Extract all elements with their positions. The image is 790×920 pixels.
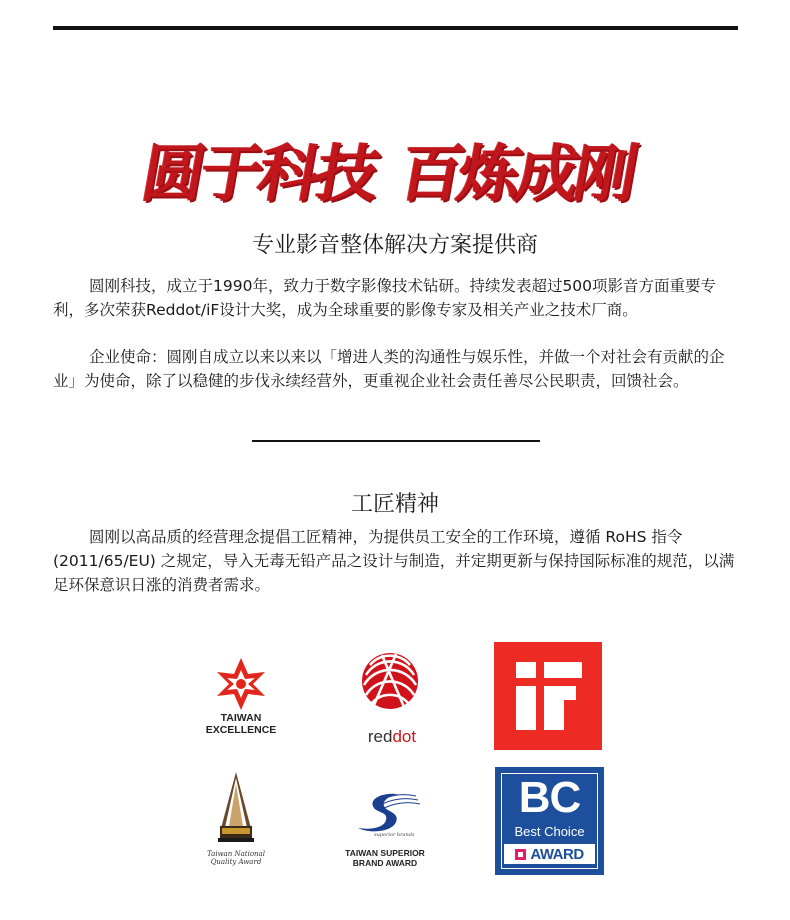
superior-brand-text	[336, 848, 434, 868]
if-design-award	[494, 642, 602, 750]
craftsmanship-title: 工匠精神	[350, 492, 439, 517]
intro-paragraph-1-text: 圆刚科技，成立于1990年，致力于数字影像技术钻研。持续发表超过500项影音方面重要专利，多次荣获Reddot/iF设计大奖，成为全球重要的影像专家及相关产业之技术厂商。	[53, 277, 717, 319]
craftsmanship-paragraph-text: 圆刚以高品质的经营理念提倡工匠精神，为提供员工安全的工作环境，遵循 RoHS 指令 (2011/65/EU) 之规定，导入无毒无铅产品之设计与制造，并定期更新与保持国际标准的规范，以满足环保意识日涨的消费者需求。	[53, 528, 735, 594]
taiwan-excellence-award	[196, 652, 286, 742]
national-quality-text	[198, 850, 274, 866]
reddot-word-red: red	[367, 727, 393, 746]
if-logo-icon	[494, 642, 602, 750]
taiwan-excellence-line2: EXCELLENCE	[205, 724, 277, 736]
intro-paragraph-2-text: 企业使命：圆刚自成立以来以来以「增进人类的沟通性与娱乐性，并做一个对社会有贡献的企业」为使命，除了以稳健的步伐永续经营外，更重视企业社会责任善尽公民职责，回馈社会。	[53, 348, 725, 390]
best-choice-award-bar	[504, 844, 595, 864]
intro-paragraph-2	[53, 345, 743, 393]
taiwan-excellence-line1: TAIWAN	[220, 712, 262, 724]
best-choice-award	[495, 767, 604, 875]
taiwan-excellence-text	[196, 712, 286, 736]
slogan-part1: 圆于科技	[136, 136, 382, 210]
best-choice-award-label: AWARD	[530, 845, 584, 863]
national-quality-line1: Taiwan National	[207, 850, 265, 858]
intro-paragraph-1	[53, 274, 743, 322]
calligraphy-banner	[136, 126, 660, 210]
top-divider	[53, 26, 738, 30]
superior-brand-line1: TAIWAN SUPERIOR	[345, 848, 425, 858]
superior-brand-line2: BRAND AWARD	[352, 858, 418, 868]
superior-brand-s-icon	[340, 790, 430, 838]
slogan-part2: 百炼成刚	[394, 136, 640, 210]
superior-brands-small: superior brands	[374, 832, 415, 838]
national-quality-award	[204, 770, 268, 870]
craftsmanship-paragraph	[53, 525, 743, 597]
award-box-icon	[515, 849, 526, 860]
reddot-word-dot: dot	[392, 727, 417, 746]
trophy-icon	[204, 770, 268, 850]
superior-brand-award	[340, 790, 430, 870]
reddot-award	[352, 645, 432, 750]
reddot-logo-icon	[352, 645, 432, 725]
reddot-wordmark	[352, 727, 432, 747]
best-choice-sub: Best Choice	[514, 824, 585, 839]
national-quality-line2: Quality Award	[210, 858, 262, 866]
intro-subtitle: 专业影音整体解决方案提供商	[251, 233, 538, 258]
section-divider	[252, 440, 540, 442]
best-choice-bc: BC	[518, 773, 581, 822]
taiwan-excellence-logo-icon	[196, 652, 286, 712]
